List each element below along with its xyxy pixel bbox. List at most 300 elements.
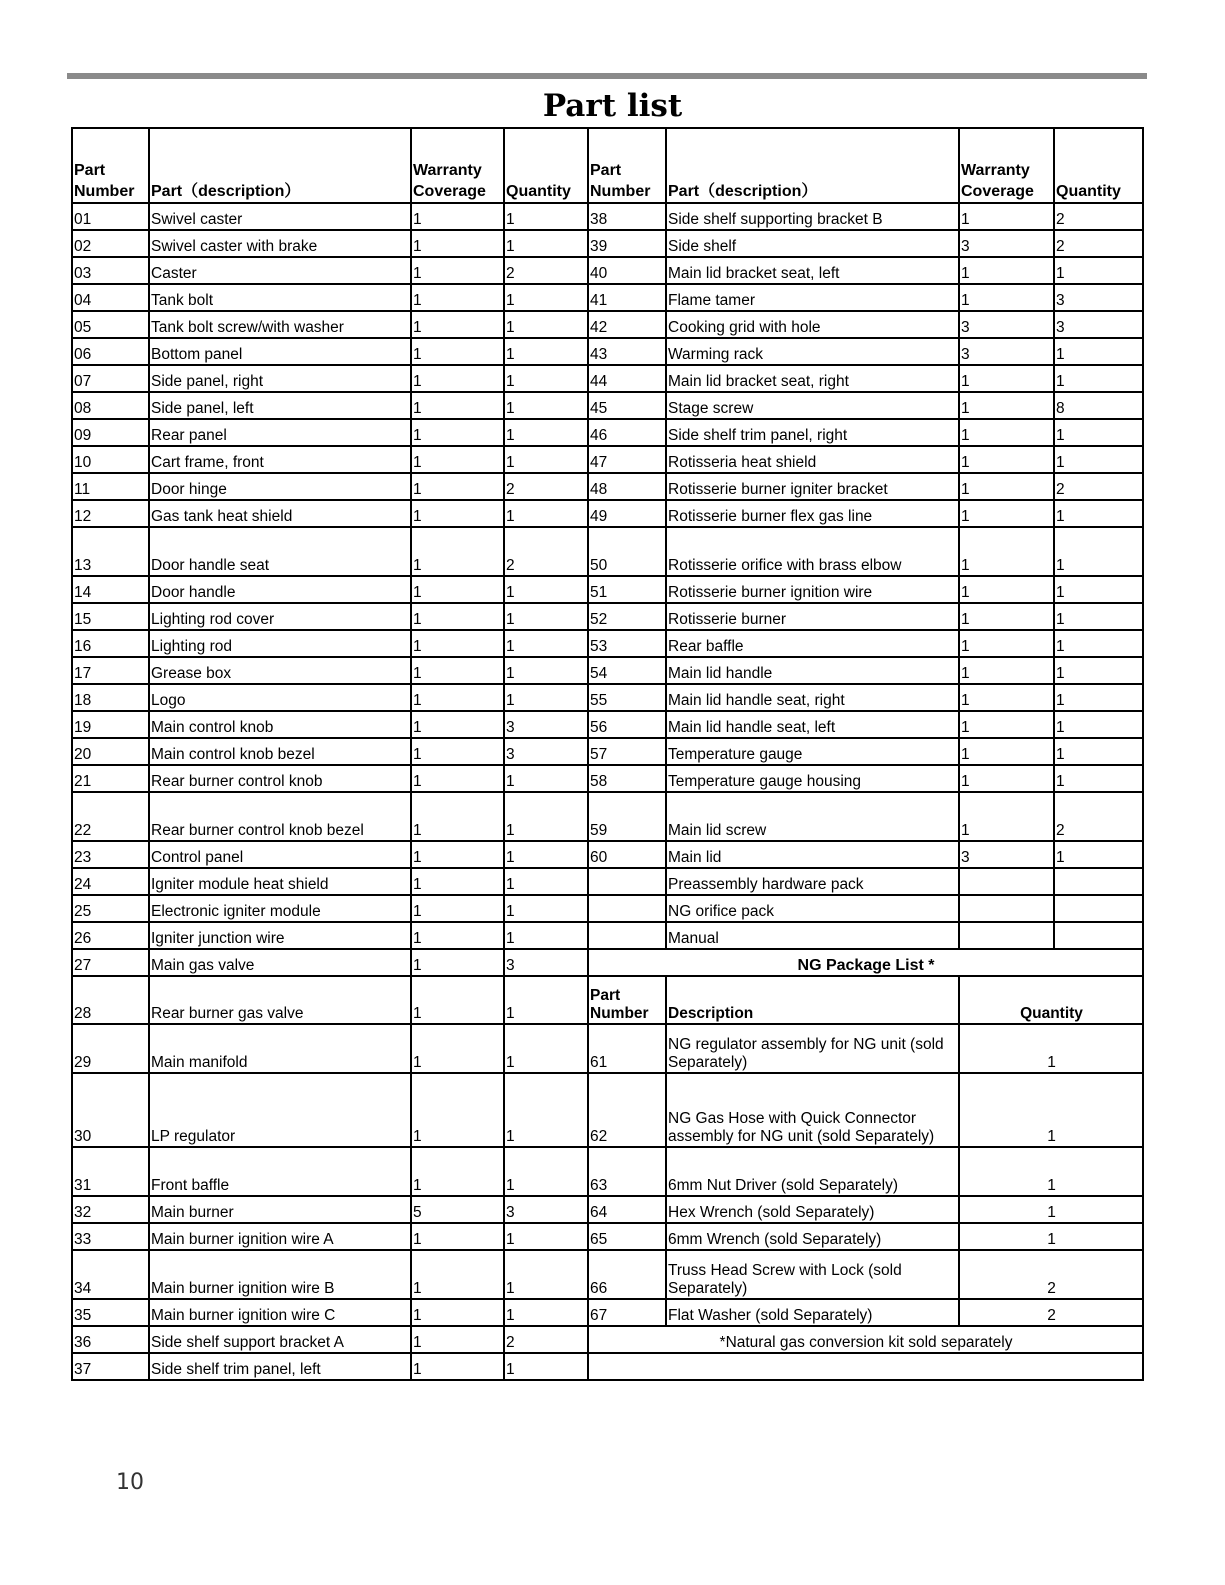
ng-quantity: 1: [959, 1196, 1143, 1223]
quantity: 1: [504, 792, 588, 841]
table-row: [72, 338, 1143, 365]
warranty-coverage: 1: [411, 500, 504, 527]
table-row: [72, 446, 1143, 473]
part-description: Main gas valve: [149, 949, 411, 976]
part-description: Temperature gauge: [666, 738, 959, 765]
header-part-description-left: Part（description）: [149, 128, 411, 203]
quantity: 1: [1054, 765, 1143, 792]
parts-table-body: [72, 128, 1143, 1380]
part-description: Main control knob bezel: [149, 738, 411, 765]
quantity: 1: [504, 841, 588, 868]
part-number: 56: [588, 711, 666, 738]
part-number: 10: [72, 446, 149, 473]
warranty-coverage: 1: [411, 1223, 504, 1250]
part-number: 11: [72, 473, 149, 500]
warranty-coverage: 1: [411, 684, 504, 711]
warranty-coverage: 1: [959, 203, 1054, 230]
part-description: Swivel caster: [149, 203, 411, 230]
warranty-coverage: 1: [411, 1299, 504, 1326]
part-description: Main lid: [666, 841, 959, 868]
table-row: [72, 392, 1143, 419]
ng-description: NG Gas Hose with Quick Connector assembly for NG unit (sold Separately): [666, 1073, 959, 1147]
warranty-coverage: 1: [411, 203, 504, 230]
warranty-coverage: 5: [411, 1196, 504, 1223]
part-number: 26: [72, 922, 149, 949]
warranty-coverage: 1: [411, 976, 504, 1024]
table-row: [72, 1073, 1143, 1147]
part-number: 46: [588, 419, 666, 446]
ng-description: Truss Head Screw with Lock (sold Separately): [666, 1250, 959, 1299]
warranty-coverage: [959, 922, 1054, 949]
ng-note: *Natural gas conversion kit sold separately: [588, 1326, 1143, 1353]
part-description: Rear burner control knob bezel: [149, 792, 411, 841]
part-description: Door handle: [149, 576, 411, 603]
part-number: 35: [72, 1299, 149, 1326]
quantity: 2: [1054, 230, 1143, 257]
warranty-coverage: 1: [411, 765, 504, 792]
part-number: [588, 922, 666, 949]
part-description: Grease box: [149, 657, 411, 684]
part-description: Electronic igniter module: [149, 895, 411, 922]
part-number: 03: [72, 257, 149, 284]
part-number: 38: [588, 203, 666, 230]
quantity: 1: [1054, 446, 1143, 473]
table-row: [72, 257, 1143, 284]
table-row: [72, 419, 1143, 446]
part-description: Rear baffle: [666, 630, 959, 657]
warranty-coverage: 1: [411, 365, 504, 392]
warranty-coverage: 1: [959, 792, 1054, 841]
table-row: [72, 1250, 1143, 1299]
header-warranty-right: Warranty Coverage: [959, 128, 1054, 203]
warranty-coverage: 1: [959, 765, 1054, 792]
warranty-coverage: 1: [959, 257, 1054, 284]
warranty-coverage: 1: [959, 738, 1054, 765]
table-row: [72, 976, 1143, 1024]
warranty-coverage: 1: [411, 1250, 504, 1299]
warranty-coverage: 1: [959, 603, 1054, 630]
table-row: [72, 657, 1143, 684]
warranty-coverage: 1: [959, 365, 1054, 392]
table-row: [72, 949, 1143, 976]
quantity: 2: [1054, 792, 1143, 841]
part-description: Side shelf supporting bracket B: [666, 203, 959, 230]
part-description: Gas tank heat shield: [149, 500, 411, 527]
part-number: 50: [588, 527, 666, 576]
ng-part-number: 63: [588, 1147, 666, 1196]
warranty-coverage: 1: [411, 841, 504, 868]
warranty-coverage: 1: [959, 419, 1054, 446]
header-quantity-right: Quantity: [1054, 128, 1143, 203]
quantity: 1: [504, 338, 588, 365]
warranty-coverage: 1: [411, 419, 504, 446]
part-description: Rotisserie burner ignition wire: [666, 576, 959, 603]
quantity: 1: [504, 203, 588, 230]
ng-header-part-number: Part Number: [588, 976, 666, 1024]
warranty-coverage: 1: [411, 257, 504, 284]
part-number: 27: [72, 949, 149, 976]
quantity: 2: [504, 257, 588, 284]
warranty-coverage: 1: [959, 284, 1054, 311]
part-number: 47: [588, 446, 666, 473]
ng-part-number: 66: [588, 1250, 666, 1299]
ng-part-number: 61: [588, 1024, 666, 1073]
part-description: Door handle seat: [149, 527, 411, 576]
part-number: 16: [72, 630, 149, 657]
ng-part-number: 64: [588, 1196, 666, 1223]
part-description: NG orifice pack: [666, 895, 959, 922]
warranty-coverage: 1: [411, 895, 504, 922]
part-number: 01: [72, 203, 149, 230]
ng-header-description: Description: [666, 976, 959, 1024]
table-row: [72, 1196, 1143, 1223]
quantity: 1: [1054, 527, 1143, 576]
quantity: 8: [1054, 392, 1143, 419]
part-number: 02: [72, 230, 149, 257]
quantity: 1: [504, 868, 588, 895]
part-description: Main lid bracket seat, left: [666, 257, 959, 284]
quantity: 1: [1054, 603, 1143, 630]
part-description: Tank bolt: [149, 284, 411, 311]
table-row: [72, 576, 1143, 603]
quantity: 1: [1054, 841, 1143, 868]
quantity: 1: [504, 365, 588, 392]
part-number: 48: [588, 473, 666, 500]
warranty-coverage: 1: [411, 311, 504, 338]
quantity: 1: [1054, 500, 1143, 527]
part-number: 04: [72, 284, 149, 311]
quantity: 3: [504, 738, 588, 765]
ng-description: Flat Washer (sold Separately): [666, 1299, 959, 1326]
part-number: 55: [588, 684, 666, 711]
ng-quantity: 1: [959, 1073, 1143, 1147]
quantity: 1: [504, 1223, 588, 1250]
table-row: [72, 1299, 1143, 1326]
part-number: 52: [588, 603, 666, 630]
quantity: 1: [504, 657, 588, 684]
quantity: 1: [504, 392, 588, 419]
part-description: Side shelf: [666, 230, 959, 257]
part-number: 23: [72, 841, 149, 868]
warranty-coverage: 1: [959, 473, 1054, 500]
part-number: 25: [72, 895, 149, 922]
warranty-coverage: 3: [959, 338, 1054, 365]
warranty-coverage: 1: [411, 922, 504, 949]
quantity: 1: [504, 684, 588, 711]
part-number: 36: [72, 1326, 149, 1353]
parts-table: [71, 127, 1144, 1381]
warranty-coverage: 1: [411, 630, 504, 657]
warranty-coverage: 3: [959, 311, 1054, 338]
part-number: 44: [588, 365, 666, 392]
quantity: 1: [1054, 257, 1143, 284]
warranty-coverage: 3: [959, 230, 1054, 257]
part-description: Stage screw: [666, 392, 959, 419]
header-part-number-left: Part Number: [72, 128, 149, 203]
part-description: Bottom panel: [149, 338, 411, 365]
warranty-coverage: 1: [411, 1073, 504, 1147]
warranty-coverage: 1: [411, 949, 504, 976]
part-description: Main lid handle seat, right: [666, 684, 959, 711]
warranty-coverage: [959, 895, 1054, 922]
part-number: 21: [72, 765, 149, 792]
quantity: [1054, 922, 1143, 949]
warranty-coverage: 1: [959, 500, 1054, 527]
part-description: Manual: [666, 922, 959, 949]
quantity: 3: [1054, 284, 1143, 311]
part-description: Main burner ignition wire B: [149, 1250, 411, 1299]
table-row: [72, 500, 1143, 527]
table-header-row: [72, 128, 1143, 203]
table-row: [72, 792, 1143, 841]
quantity: 1: [504, 1250, 588, 1299]
header-part-number-right: Part Number: [588, 128, 666, 203]
ng-description: Hex Wrench (sold Separately): [666, 1196, 959, 1223]
header-warranty-left: Warranty Coverage: [411, 128, 504, 203]
warranty-coverage: 1: [959, 630, 1054, 657]
warranty-coverage: 1: [959, 392, 1054, 419]
part-description: Main lid handle: [666, 657, 959, 684]
part-description: Lighting rod cover: [149, 603, 411, 630]
part-description: Rear burner gas valve: [149, 976, 411, 1024]
warranty-coverage: 1: [411, 657, 504, 684]
top-rule: [67, 73, 1147, 79]
empty-cell: [588, 1353, 1143, 1380]
quantity: 1: [504, 895, 588, 922]
ng-package-title: NG Package List *: [588, 949, 1143, 976]
part-number: 05: [72, 311, 149, 338]
part-number: 08: [72, 392, 149, 419]
quantity: 2: [504, 473, 588, 500]
part-number: 39: [588, 230, 666, 257]
part-description: Side shelf support bracket A: [149, 1326, 411, 1353]
table-row: [72, 711, 1143, 738]
part-description: Side shelf trim panel, left: [149, 1353, 411, 1380]
table-row: [72, 203, 1143, 230]
table-row: [72, 895, 1143, 922]
part-number: 58: [588, 765, 666, 792]
ng-description: 6mm Wrench (sold Separately): [666, 1223, 959, 1250]
quantity: [1054, 895, 1143, 922]
quantity: 1: [504, 284, 588, 311]
quantity: 1: [504, 630, 588, 657]
part-description: Rotisserie burner igniter bracket: [666, 473, 959, 500]
quantity: 1: [504, 1147, 588, 1196]
part-description: Rotisseria heat shield: [666, 446, 959, 473]
table-row: [72, 527, 1143, 576]
part-description: Rotisserie burner: [666, 603, 959, 630]
part-number: 37: [72, 1353, 149, 1380]
warranty-coverage: 1: [411, 738, 504, 765]
warranty-coverage: 1: [411, 868, 504, 895]
part-number: 20: [72, 738, 149, 765]
part-description: Warming rack: [666, 338, 959, 365]
header-quantity-left: Quantity: [504, 128, 588, 203]
part-number: 34: [72, 1250, 149, 1299]
part-number: 19: [72, 711, 149, 738]
table-row: [72, 230, 1143, 257]
table-row: [72, 311, 1143, 338]
table-row: [72, 1147, 1143, 1196]
ng-header-quantity: Quantity: [959, 976, 1143, 1024]
quantity: 1: [504, 603, 588, 630]
part-number: 12: [72, 500, 149, 527]
quantity: 3: [504, 1196, 588, 1223]
quantity: 1: [1054, 419, 1143, 446]
warranty-coverage: 1: [411, 711, 504, 738]
part-description: Flame tamer: [666, 284, 959, 311]
warranty-coverage: 1: [411, 1326, 504, 1353]
quantity: 1: [1054, 738, 1143, 765]
table-row: [72, 738, 1143, 765]
part-number: 53: [588, 630, 666, 657]
part-description: Igniter module heat shield: [149, 868, 411, 895]
warranty-coverage: 1: [411, 792, 504, 841]
part-description: Main lid bracket seat, right: [666, 365, 959, 392]
table-row: [72, 630, 1143, 657]
quantity: 3: [1054, 311, 1143, 338]
ng-quantity: 2: [959, 1299, 1143, 1326]
warranty-coverage: 1: [959, 527, 1054, 576]
warranty-coverage: 1: [411, 473, 504, 500]
table-row: [72, 365, 1143, 392]
part-description: Side shelf trim panel, right: [666, 419, 959, 446]
quantity: 1: [1054, 657, 1143, 684]
part-number: 31: [72, 1147, 149, 1196]
page-title: Part list: [542, 88, 683, 124]
ng-quantity: 1: [959, 1147, 1143, 1196]
part-description: Caster: [149, 257, 411, 284]
quantity: 1: [504, 311, 588, 338]
ng-part-number: 67: [588, 1299, 666, 1326]
part-number: 15: [72, 603, 149, 630]
warranty-coverage: 1: [959, 446, 1054, 473]
part-number: 59: [588, 792, 666, 841]
part-number: [588, 895, 666, 922]
table-row: [72, 922, 1143, 949]
table-row: [72, 765, 1143, 792]
part-number: 30: [72, 1073, 149, 1147]
part-number: 57: [588, 738, 666, 765]
part-description: Main burner ignition wire C: [149, 1299, 411, 1326]
table-row: [72, 473, 1143, 500]
warranty-coverage: 1: [411, 1024, 504, 1073]
part-description: Main control knob: [149, 711, 411, 738]
page-number: 10: [116, 1470, 144, 1495]
part-description: Logo: [149, 684, 411, 711]
table-row: [72, 1024, 1143, 1073]
part-number: 41: [588, 284, 666, 311]
quantity: 3: [504, 949, 588, 976]
part-description: Control panel: [149, 841, 411, 868]
warranty-coverage: 1: [411, 1353, 504, 1380]
quantity: 1: [1054, 630, 1143, 657]
quantity: 1: [504, 765, 588, 792]
table-row: [72, 1223, 1143, 1250]
warranty-coverage: 1: [959, 657, 1054, 684]
part-description: Cart frame, front: [149, 446, 411, 473]
quantity: [1054, 868, 1143, 895]
warranty-coverage: 3: [959, 841, 1054, 868]
table-row: [72, 684, 1143, 711]
part-number: 29: [72, 1024, 149, 1073]
part-description: Main burner ignition wire A: [149, 1223, 411, 1250]
warranty-coverage: 1: [959, 684, 1054, 711]
part-number: [588, 868, 666, 895]
ng-description: NG regulator assembly for NG unit (sold Separately): [666, 1024, 959, 1073]
quantity: 1: [504, 1073, 588, 1147]
part-number: 28: [72, 976, 149, 1024]
quantity: 1: [504, 230, 588, 257]
quantity: 1: [504, 922, 588, 949]
warranty-coverage: 1: [411, 576, 504, 603]
part-description: Rear panel: [149, 419, 411, 446]
warranty-coverage: 1: [411, 527, 504, 576]
warranty-coverage: 1: [959, 576, 1054, 603]
quantity: 1: [1054, 576, 1143, 603]
part-number: 32: [72, 1196, 149, 1223]
table-row: [72, 1326, 1143, 1353]
part-description: Main manifold: [149, 1024, 411, 1073]
part-description: Cooking grid with hole: [666, 311, 959, 338]
part-description: Side panel, left: [149, 392, 411, 419]
part-description: Main burner: [149, 1196, 411, 1223]
part-description: Door hinge: [149, 473, 411, 500]
part-number: 09: [72, 419, 149, 446]
part-description: LP regulator: [149, 1073, 411, 1147]
part-description: Rotisserie burner flex gas line: [666, 500, 959, 527]
ng-part-number: 65: [588, 1223, 666, 1250]
part-number: 18: [72, 684, 149, 711]
quantity: 2: [504, 1326, 588, 1353]
quantity: 2: [1054, 473, 1143, 500]
warranty-coverage: 1: [411, 284, 504, 311]
part-description: Igniter junction wire: [149, 922, 411, 949]
part-number: 17: [72, 657, 149, 684]
part-number: 07: [72, 365, 149, 392]
part-description: Side panel, right: [149, 365, 411, 392]
part-number: 43: [588, 338, 666, 365]
part-description: Main lid handle seat, left: [666, 711, 959, 738]
table-row: [72, 841, 1143, 868]
warranty-coverage: [959, 868, 1054, 895]
part-number: 33: [72, 1223, 149, 1250]
warranty-coverage: 1: [411, 446, 504, 473]
quantity: 1: [1054, 684, 1143, 711]
part-description: Lighting rod: [149, 630, 411, 657]
part-number: 45: [588, 392, 666, 419]
part-number: 54: [588, 657, 666, 684]
quantity: 1: [504, 1024, 588, 1073]
quantity: 1: [504, 446, 588, 473]
part-number: 06: [72, 338, 149, 365]
part-description: Rotisserie orifice with brass elbow: [666, 527, 959, 576]
warranty-coverage: 1: [959, 711, 1054, 738]
quantity: 1: [1054, 338, 1143, 365]
part-number: 22: [72, 792, 149, 841]
part-description: Main lid screw: [666, 792, 959, 841]
part-description: Front baffle: [149, 1147, 411, 1196]
part-description: Preassembly hardware pack: [666, 868, 959, 895]
quantity: 1: [1054, 365, 1143, 392]
ng-part-number: 62: [588, 1073, 666, 1147]
part-description: Swivel caster with brake: [149, 230, 411, 257]
quantity: 1: [1054, 711, 1143, 738]
part-number: 14: [72, 576, 149, 603]
quantity: 1: [504, 576, 588, 603]
warranty-coverage: 1: [411, 1147, 504, 1196]
warranty-coverage: 1: [411, 603, 504, 630]
